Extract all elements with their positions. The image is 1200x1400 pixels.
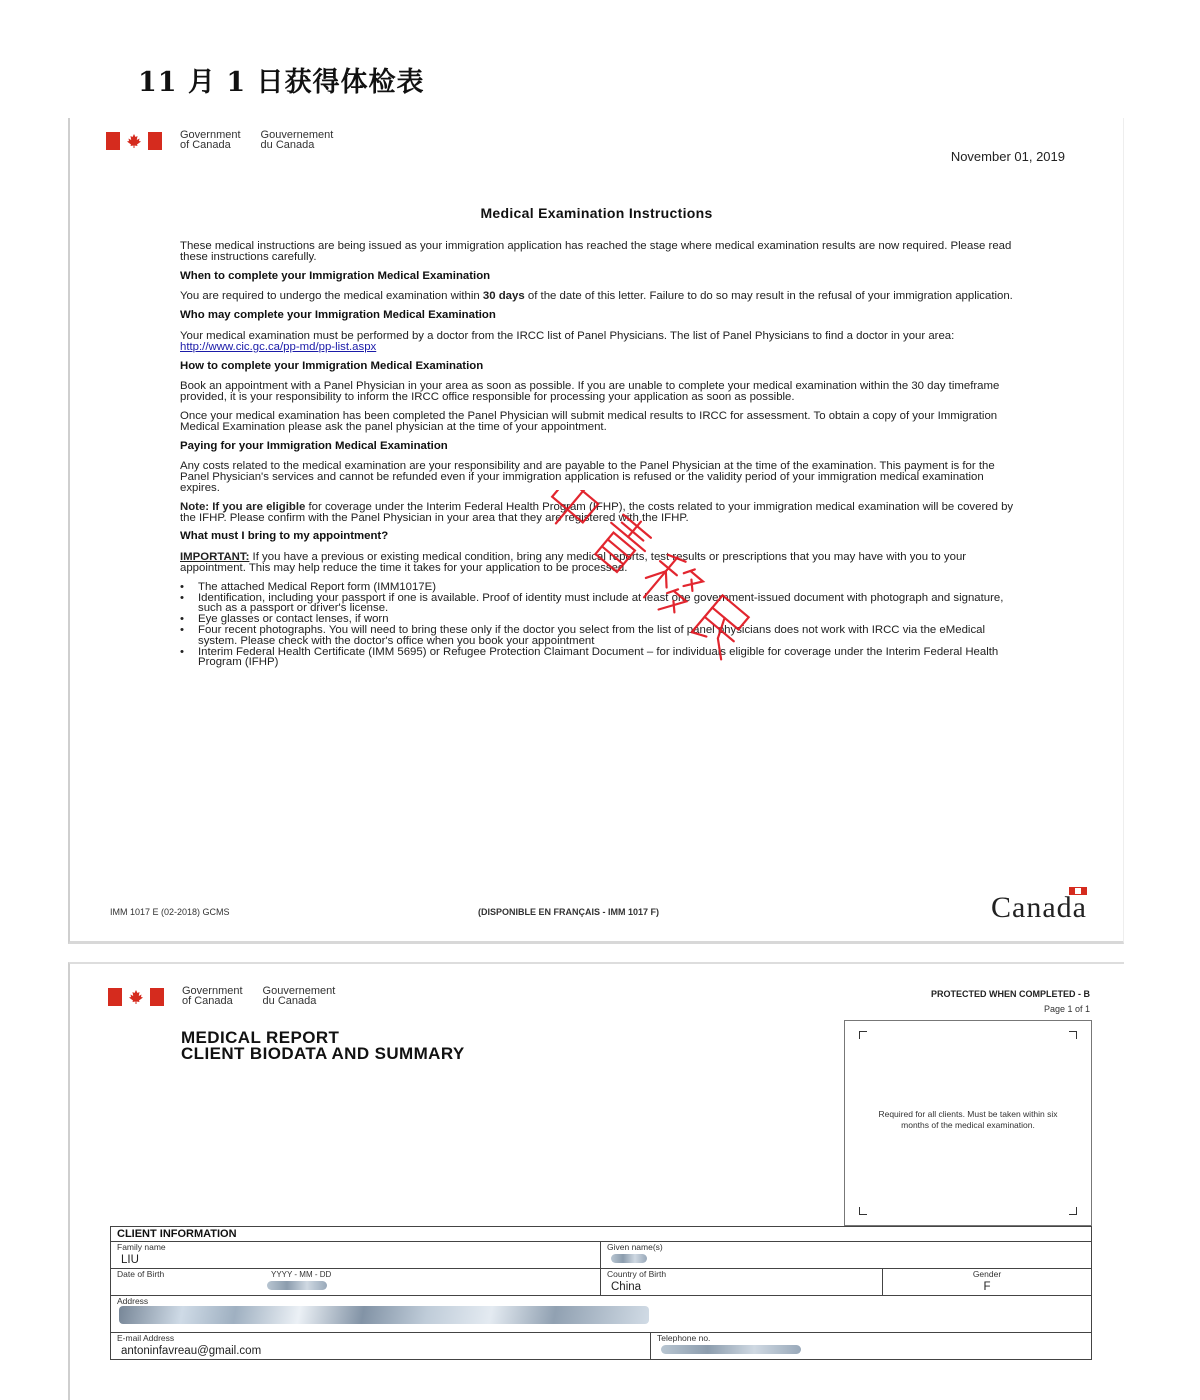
when-paragraph: You are required to undergo the medical examination within 30 days of the date of this letter. Failure to do so may result in the refusal of your immigration application.: [180, 290, 1013, 303]
canada-flag-icon: [108, 988, 164, 1006]
redacted-dob: [267, 1281, 327, 1290]
section-heading-bring: What must I bring to my appointment?: [180, 530, 389, 543]
how-paragraph-2: Once your medical examination has been completed the Panel Physician will submit medical results to IRCC for assessment. To obtain a copy of your Immigration Medical Examination please ask the panel physician at the time of your appointment.: [180, 409, 998, 433]
redacted-phone: [661, 1345, 801, 1354]
list-item: • Interim Federal Health Certificate (IMM 5695) or Refugee Protection Claimant Document – for individuals eligible for coverage under the Interim Federal Health Program (IFHP): [180, 647, 1020, 669]
instruction-letter: [68, 118, 1124, 944]
ifhp-note: Note: If you are eligible for coverage under the Interim Federal Health Program (IFHP), the costs related to your immigration medical examination will be covered by the IFHP. Please confirm with the Panel Physician in your area that they are registered with the IFHP.: [180, 500, 1014, 524]
letter-body: [180, 241, 1020, 668]
list-item: • Four recent photographs. You will need to bring these only if the doctor you select from the list of panel physicians does not work with IRCC via the eMedical system. Please check with the doctor's office when you book your appointment: [180, 625, 1020, 647]
list-item: • Identification, including your passport if one is available. Proof of identity must include at least one government-issued document with photograph and signature, such as a passport or driver's license.: [180, 593, 1020, 615]
french-availability-note: (DISPONIBLE EN FRANÇAIS - IMM 1017 F): [478, 907, 660, 917]
important-paragraph: IMPORTANT: If you have a previous or existing medical condition, bring any medical reports, test results or prescriptions that you may have with you to your appointment. This may help reduce the time it takes for your application to be processed.: [180, 551, 967, 574]
letter-title: Medical Examination Instructions: [480, 205, 713, 221]
list-item: • The attached Medical Report form (IMM1017E): [180, 582, 1020, 593]
government-signature: [108, 986, 335, 1006]
section-heading-paying: Paying for your Immigration Medical Examination: [180, 439, 448, 452]
section-heading-who: Who may complete your Immigration Medical Examination: [180, 309, 496, 322]
date-of-birth-field[interactable]: Date of Birth YYYY - MM - DD: [111, 1269, 601, 1295]
government-signature: [106, 130, 333, 150]
gender-field[interactable]: Gender F: [972, 1269, 1002, 1293]
paying-paragraph: Any costs related to the medical examination are your responsibility and are payable to the Panel Physician at the time of the examination. This payment is for the Panel Physician's services and cannot be refunded even if your immigration application is refused or the validity period of your immigration medical examination expires.: [180, 460, 995, 494]
address-field[interactable]: Address: [111, 1296, 1091, 1332]
form-code: IMM 1017 E (02-2018) GCMS: [110, 907, 230, 917]
section-heading-how: How to complete your Immigration Medical Examination: [180, 359, 484, 372]
page-heading: 11 月 1 日获得体检表: [138, 67, 425, 98]
date-format-hint: YYYY - MM - DD: [271, 1270, 332, 1279]
canada-flag-icon: [106, 132, 162, 150]
canada-wordmark: Canada: [991, 891, 1087, 924]
gov-name-fr: Gouvernement du Canada: [262, 985, 336, 1007]
gov-name-en: Government of Canada: [180, 129, 241, 151]
redacted-address: [119, 1306, 649, 1324]
client-information-table: [110, 1226, 1092, 1360]
bring-list: [180, 582, 1020, 668]
telephone-field[interactable]: Telephone no.: [651, 1333, 1091, 1359]
how-paragraph-1: Book an appointment with a Panel Physician in your area as soon as possible. If you are unable to complete your medical examination within the 30 day timeframe provided, it is your responsibility to inform the IRCC office responsible for processing your application as soon as possible.: [180, 380, 1000, 404]
panel-physician-link[interactable]: http://www.cic.gc.ca/pp-md/pp-list.aspx: [180, 340, 377, 353]
who-paragraph: Your medical examination must be performed by a doctor from the IRCC list of Panel Physicians. The list of Panel Physicians to find a doctor in your area: http://www.cic.gc.ca/pp-md/pp-list.aspx: [180, 329, 955, 353]
protected-label: PROTECTED WHEN COMPLETED - B: [931, 989, 1090, 999]
family-name-field[interactable]: Family name LIU: [111, 1242, 601, 1268]
email-field[interactable]: E-mail Address antoninfavreau@gmail.com: [111, 1333, 651, 1359]
gov-name-en: Government of Canada: [182, 985, 243, 1007]
letter-date: November 01, 2019: [950, 149, 1065, 164]
client-information-heading: CLIENT INFORMATION: [111, 1227, 1091, 1242]
intro-paragraph: These medical instructions are being issued as your immigration application has reached the stage where medical examination results are now required. Please read these instructions carefully.: [180, 240, 1012, 263]
photo-box: [844, 1020, 1092, 1226]
redacted-given-name: [611, 1254, 647, 1263]
report-title: MEDICAL REPORT CLIENT BIODATA AND SUMMARY: [181, 1028, 465, 1063]
section-heading-when: When to complete your Immigration Medical Examination: [180, 269, 491, 282]
medical-report-form: [68, 962, 1124, 1400]
gov-name-fr: Gouvernement du Canada: [260, 129, 334, 151]
list-item: • Eye glasses or contact lenses, if worn: [180, 614, 1020, 625]
page-indicator: Page 1 of 1: [1043, 1004, 1090, 1014]
country-of-birth-field[interactable]: Country of Birth China: [601, 1269, 883, 1295]
given-name-field[interactable]: Given name(s): [601, 1242, 1091, 1268]
photo-requirement-note: Required for all clients. Must be taken within six months of the medical examination.: [878, 1109, 1058, 1130]
